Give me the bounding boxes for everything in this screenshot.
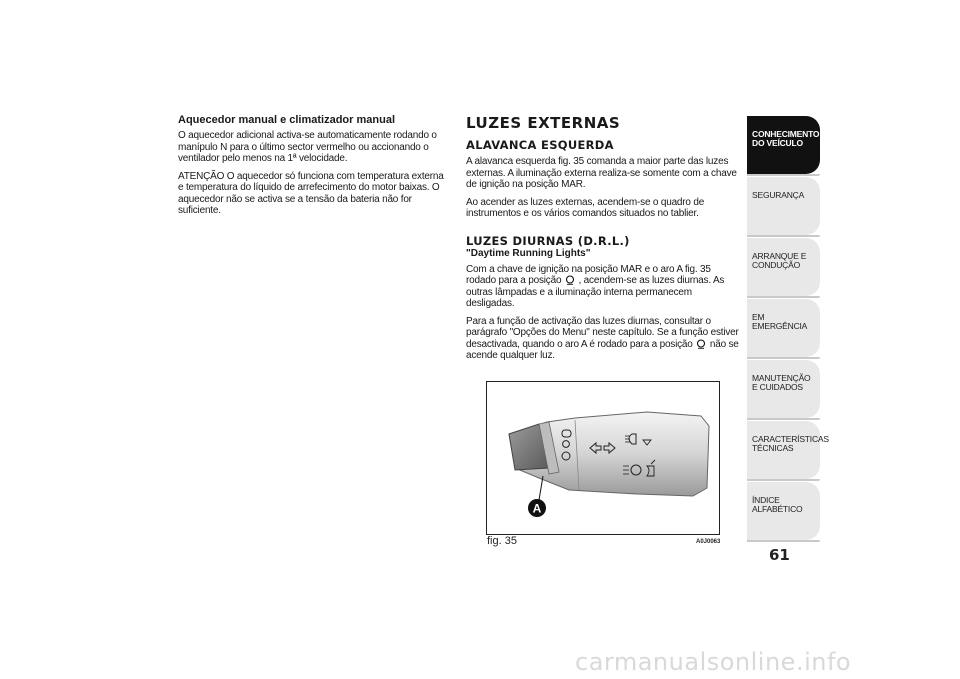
callout-a-label: A xyxy=(532,501,542,516)
tab-seguranca[interactable]: SEGURANÇA xyxy=(747,177,820,235)
tab-caracteristicas-tecnicas[interactable]: CARACTERÍSTICAS TÉCNICAS xyxy=(747,421,820,479)
drl-paragraph-2-end: não se acende qualquer luz. xyxy=(466,338,739,361)
heater-paragraph-1: O aquecedor adicional activa-se automaticamente rodando o manípulo N para o último sector vermelho ou accionando o ventilador pelo menos na 1ª velocidade. xyxy=(178,130,437,164)
heater-paragraph-2: ATENÇÃO O aquecedor só funciona com temperatura externa e temperatura do líquido de arrefecimento do motor baixas. O aquecedor não se activa se a tensão da bateria não for suficiente. xyxy=(178,170,444,216)
drl-paragraph-1 xyxy=(466,264,742,310)
tab-arranque-e-conducao[interactable]: ARRANQUE E CONDUÇÃO xyxy=(747,238,820,296)
right-column xyxy=(466,114,742,368)
figure-35 xyxy=(486,381,720,535)
drl-paragraph-2 xyxy=(466,316,742,362)
heater-heading: Aquecedor manual e climatizador manual xyxy=(178,114,396,126)
drl-paragraph-2-start: Para a função de activação das luzes diurnas, consultar o parágrafo "Opções do Menu" neste capítulo. Se a função estiver desactivada, quando o aro A é rodado para a posição xyxy=(466,315,739,350)
section-heading-left-stalk: ALAVANCA ESQUERDA xyxy=(466,138,614,152)
tab-em-emergencia[interactable]: EM EMERGÊNCIA xyxy=(747,299,820,357)
left-stalk-illustration xyxy=(487,382,719,534)
drl-paragraph-1-end: , acendem-se as luzes diurnas. As outras lâmpadas e a iluminação interna permanecem desligadas. xyxy=(466,275,725,309)
page-title: LUZES EXTERNAS xyxy=(466,114,621,132)
watermark: carmanualsonline.info xyxy=(575,648,852,676)
drl-paragraph-1-start: Com a chave de ignição na posição MAR e o aro A fig. 35 rodado para a posição xyxy=(466,263,711,286)
page-number: 61 xyxy=(769,546,790,564)
drl-subheading: "Daytime Running Lights" xyxy=(466,247,591,259)
tab-manutencao-e-cuidados[interactable]: MANUTENÇÃO E CUIDADOS xyxy=(747,360,820,418)
left-stalk-paragraph-2: Ao acender as luzes externas, acendem-se o quadro de instrumentos e os vários comandos situados no tablier. xyxy=(466,196,705,219)
tab-indice-alfabetico[interactable]: ÍNDICE ALFABÉTICO xyxy=(747,482,820,540)
left-stalk-paragraph-1: A alavanca esquerda fig. 35 comanda a maior parte das luzes externas. A iluminação externa realiza-se somente com a chave de ignição na posição MAR. xyxy=(466,156,737,190)
left-column xyxy=(178,114,446,223)
tab-conhecimento-do-veiculo[interactable]: CONHECIMENTO DO VEÍCULO xyxy=(747,116,820,174)
drl-ring-icon xyxy=(565,275,575,285)
chapter-tabs xyxy=(747,116,829,543)
figure-caption: fig. 35 xyxy=(487,535,517,547)
section-heading-drl: LUZES DIURNAS (D.R.L.) xyxy=(466,233,630,248)
figure-code: A0J0063 xyxy=(696,539,721,545)
drl-ring-icon xyxy=(696,339,706,349)
